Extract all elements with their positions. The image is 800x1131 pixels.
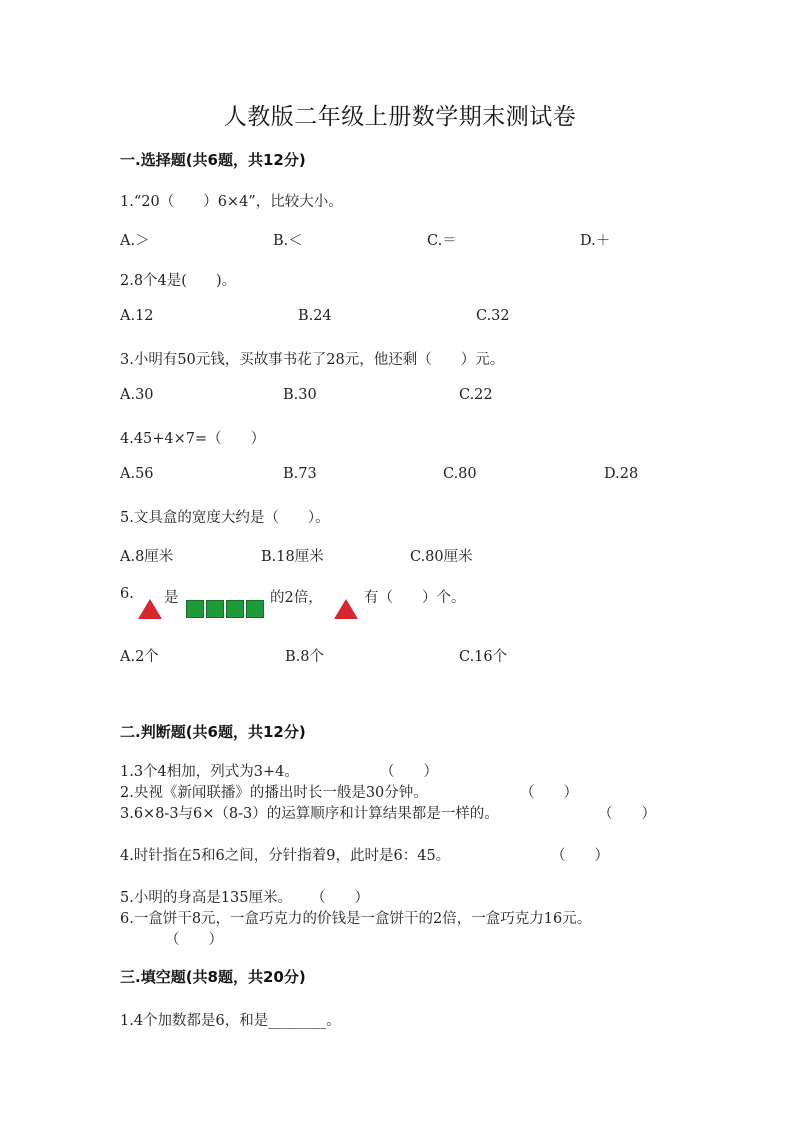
q1-option-a[interactable]: A.＞ — [120, 233, 150, 249]
fill-question-1: 1.4个加数都是6，和是________。 — [120, 1013, 341, 1029]
question-2: 2.8个4是( )。 — [120, 273, 237, 289]
page-title: 人教版二年级上册数学期末测试卷 — [223, 104, 577, 130]
q4-option-a[interactable]: A.56 — [120, 466, 154, 482]
green-square-icon — [206, 600, 224, 618]
q4-option-b[interactable]: B.73 — [283, 466, 317, 482]
q2-option-c[interactable]: C.32 — [476, 308, 510, 324]
judgement-item-5: 5.小明的身高是135厘米。 — [120, 890, 293, 906]
q5-option-b[interactable]: B.18厘米 — [261, 549, 324, 565]
judgement-item-6: 6.一盒饼干8元，一盒巧克力的价钱是一盒饼干的2倍，一盒巧克力16元。 — [120, 911, 592, 927]
q1-option-b[interactable]: B.＜ — [273, 233, 303, 249]
question-6-text-2: 的2倍， — [270, 590, 323, 606]
section-heading-fill: 三.填空题(共8题，共20分) — [120, 968, 306, 986]
green-square-icon — [246, 600, 264, 618]
judgement-answer-6[interactable]: （ ） — [165, 932, 223, 948]
question-5: 5.文具盒的宽度大约是（ ）。 — [120, 510, 330, 526]
q4-option-d[interactable]: D.28 — [604, 466, 639, 482]
q5-option-c[interactable]: C.80厘米 — [410, 549, 473, 565]
judgement-item-4: 4.时针指在5和6之间，分针指着9，此时是6：45。 — [120, 848, 451, 864]
judgement-answer-5[interactable]: （ ） — [311, 890, 369, 906]
green-square-icon — [186, 600, 204, 618]
judgement-item-1: 1.3个4相加，列式为3+4。 — [120, 764, 299, 780]
question-6-text-1: 是 — [164, 590, 179, 606]
q6-option-a[interactable]: A.2个 — [120, 649, 159, 665]
judgement-answer-4[interactable]: （ ） — [551, 848, 609, 864]
question-4: 4.45+4×7=（ ） — [120, 431, 266, 447]
q1-option-d[interactable]: D.＋ — [580, 233, 611, 249]
q2-option-a[interactable]: A.12 — [120, 308, 154, 324]
judgement-answer-3[interactable]: （ ） — [598, 806, 656, 822]
q3-option-b[interactable]: B.30 — [283, 387, 317, 403]
section-heading-judgement: 二.判断题(共6题，共12分) — [120, 723, 306, 741]
judgement-answer-2[interactable]: （ ） — [520, 785, 578, 801]
green-squares-group — [186, 600, 266, 622]
question-3: 3.小明有50元钱，买故事书花了28元，他还剩（ ）元。 — [120, 352, 505, 368]
q6-option-b[interactable]: B.8个 — [285, 649, 324, 665]
q3-option-a[interactable]: A.30 — [120, 387, 154, 403]
red-triangle-icon — [334, 599, 358, 619]
q6-option-c[interactable]: C.16个 — [459, 649, 508, 665]
judgement-item-3: 3.6×8-3与6×（8-3）的运算顺序和计算结果都是一样的。 — [120, 806, 499, 822]
section-heading-choice: 一.选择题(共6题，共12分) — [120, 151, 306, 169]
question-6-number: 6. — [120, 586, 134, 602]
q4-option-c[interactable]: C.80 — [443, 466, 477, 482]
red-triangle-icon — [138, 599, 162, 619]
question-6-text-3: 有（ ）个。 — [364, 590, 466, 606]
judgement-item-2: 2.央视《新闻联播》的播出时长一般是30分钟。 — [120, 785, 428, 801]
question-1: 1.“20（ ）6×4”，比较大小。 — [120, 194, 343, 210]
green-square-icon — [226, 600, 244, 618]
q1-option-c[interactable]: C.＝ — [427, 233, 457, 249]
q2-option-b[interactable]: B.24 — [298, 308, 332, 324]
q3-option-c[interactable]: C.22 — [459, 387, 493, 403]
q5-option-a[interactable]: A.8厘米 — [120, 549, 174, 565]
judgement-answer-1[interactable]: （ ） — [380, 764, 438, 780]
